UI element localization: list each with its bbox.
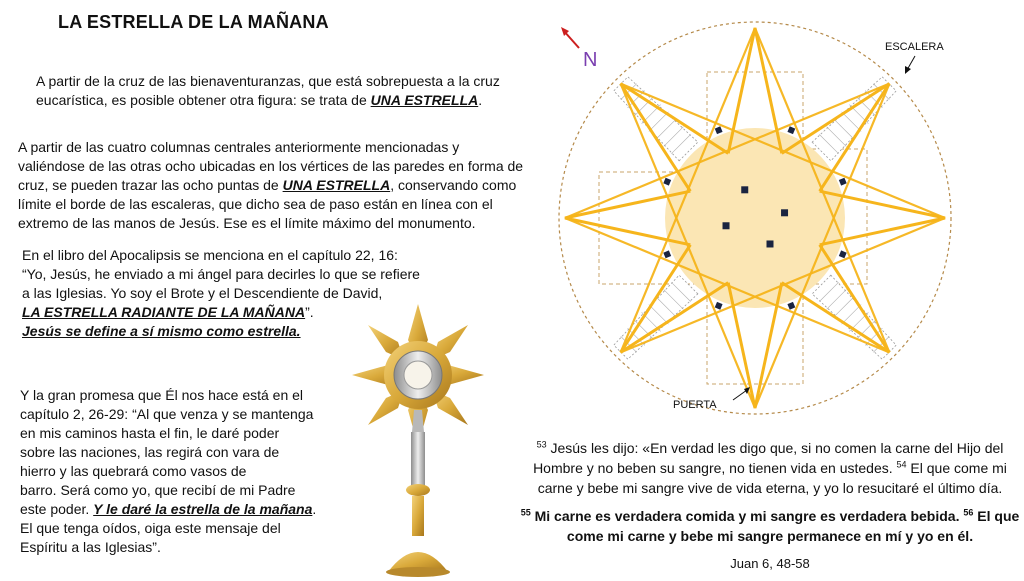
quote-line-1	[520, 438, 1020, 458]
central-column-3	[767, 240, 774, 247]
columns-line-2: valiéndose de las otras ocho ubicadas en los vértices de las paredes en forma de	[18, 158, 524, 174]
promise-line-6: barro. Será como yo, que recibí de mi Padre	[20, 482, 296, 498]
central-column-2	[781, 209, 788, 216]
staircase-4	[614, 77, 698, 161]
monstrance-image	[348, 300, 488, 578]
intro-paragraph	[36, 72, 500, 110]
wall-column-2	[839, 178, 847, 186]
columns-line-4: límite el borde de las escaleras, que dicho sea de paso están en línea con el	[18, 196, 493, 212]
promise-line-1: Y la gran promesa que Él nos hace está en el	[20, 387, 304, 403]
quote-line-5: come mi carne y bebe mi sangre permanece en mí y yo en él.	[566, 528, 974, 544]
door-label: PUERTA	[673, 399, 717, 411]
central-column-4	[723, 222, 730, 229]
quote-text-1: Jesús les dijo: «En verdad les digo que, si no comen la carne del Hijo del	[546, 440, 1004, 456]
columns-text: cruz, se pueden trazar las ocho puntas de	[18, 177, 283, 193]
apocalypse-line-3: a las Iglesias. Yo soy el Brote y el Descendiente de David,	[22, 285, 383, 301]
intro-end: .	[478, 92, 483, 108]
star-diagram	[545, 14, 1015, 434]
scripture-quote	[520, 438, 1020, 574]
quote-bold-1a: Mi carne es verdadera comida y mi sangre es verdadera bebida.	[530, 508, 964, 524]
promise-line-8: El que tenga oídos, oiga este mensaje del	[20, 520, 281, 536]
columns-line-5: extremo de las manos de Jesús. Ese es el límite máximo del monumento.	[18, 215, 476, 231]
monstrance-angel	[412, 410, 424, 432]
stair-label: ESCALERA	[885, 41, 944, 53]
wall-column-7	[663, 178, 671, 186]
columns-line-1: A partir de las cuatro columnas centrales anteriormente mencionadas y	[18, 139, 460, 155]
apocalypse-line-1: En el libro del Apocalipsis se menciona en el capítulo 22, 16:	[22, 247, 398, 263]
quote-line-4	[520, 506, 1020, 526]
intro-line-1: A partir de la cruz de las bienaventuranzas, que está sobrepuesta a la cruz	[36, 73, 500, 89]
wall-column-3	[839, 250, 847, 258]
columns-paragraph	[18, 138, 523, 233]
verse-number-55: 55	[520, 507, 531, 518]
promise-text-end: .	[312, 501, 317, 517]
wall-column-1	[787, 126, 795, 134]
promise-emphasis: Y le daré la estrella de la mañana	[93, 501, 313, 517]
promise-text: este poder.	[20, 501, 94, 517]
quote-reference: Juan 6, 48-58	[730, 556, 810, 571]
star-emphasis-2: UNA ESTRELLA	[282, 177, 391, 193]
apocalypse-line-2: “Yo, Jesús, he enviado a mi ángel para decirles lo que se refiere	[22, 266, 420, 282]
verse-number-54: 54	[896, 459, 907, 470]
wall-column-8	[715, 126, 723, 134]
staircase-3	[614, 275, 698, 359]
north-label: N	[583, 49, 598, 71]
morning-star-emphasis: LA ESTRELLA RADIANTE DE LA MAÑANA	[22, 304, 306, 320]
wall-column-4	[787, 302, 795, 310]
central-column-1	[741, 186, 748, 193]
stair-pointer-arrow-icon	[905, 66, 911, 74]
columns-text-end: , conservando como	[390, 177, 517, 193]
promise-line-4: sobre las naciones, las regirá con vara de	[20, 444, 280, 460]
quote-line-3: carne y bebe mi sangre vive de vida eterna, y yo lo resucitaré el último día.	[537, 480, 1003, 496]
center-circle	[665, 128, 845, 308]
promise-line-2: capítulo 2, 26-29: “Al que venza y se mantenga	[20, 406, 314, 422]
monstrance-stem	[411, 432, 425, 492]
apocalypse-quote-end: ”.	[305, 304, 314, 320]
quote-text-2b: El que come mi	[906, 460, 1007, 476]
promise-paragraph	[20, 386, 316, 557]
monstrance-lower-stem	[412, 496, 424, 536]
promise-line-9: Espíritu a las Iglesias”.	[20, 539, 161, 555]
promise-line-7	[20, 500, 316, 519]
promise-line-3: en mis caminos hasta el fin, le daré poder	[20, 425, 280, 441]
wall-column-6	[663, 250, 671, 258]
promise-line-5: hierro y las quebrará como vasos de	[20, 463, 247, 479]
monstrance-knot	[406, 484, 430, 496]
intro-line-2	[36, 91, 500, 110]
apocalypse-line-5: Jesús se define a sí mismo como estrella.	[22, 323, 301, 339]
staircase-1	[812, 77, 896, 161]
quote-text-2a: Hombre y no beben su sangre, no tienen vida en ustedes.	[533, 460, 897, 476]
quote-bold-1b: El que	[973, 508, 1020, 524]
page-title: LA ESTRELLA DE LA MAÑANA	[58, 12, 329, 32]
monstrance-host	[404, 361, 432, 389]
star-emphasis: UNA ESTRELLA	[370, 92, 479, 108]
intro-text: eucarística, es posible obtener otra figura: se trata de	[36, 92, 371, 108]
monstrance-base-rim	[386, 567, 450, 577]
verse-number-53: 53	[536, 439, 547, 450]
door-label-pointer	[733, 390, 747, 400]
wall-column-5	[715, 302, 723, 310]
staircase-2	[812, 275, 896, 359]
columns-line-3	[18, 176, 523, 195]
quote-line-2	[520, 458, 1020, 478]
verse-number-56: 56	[963, 507, 974, 518]
